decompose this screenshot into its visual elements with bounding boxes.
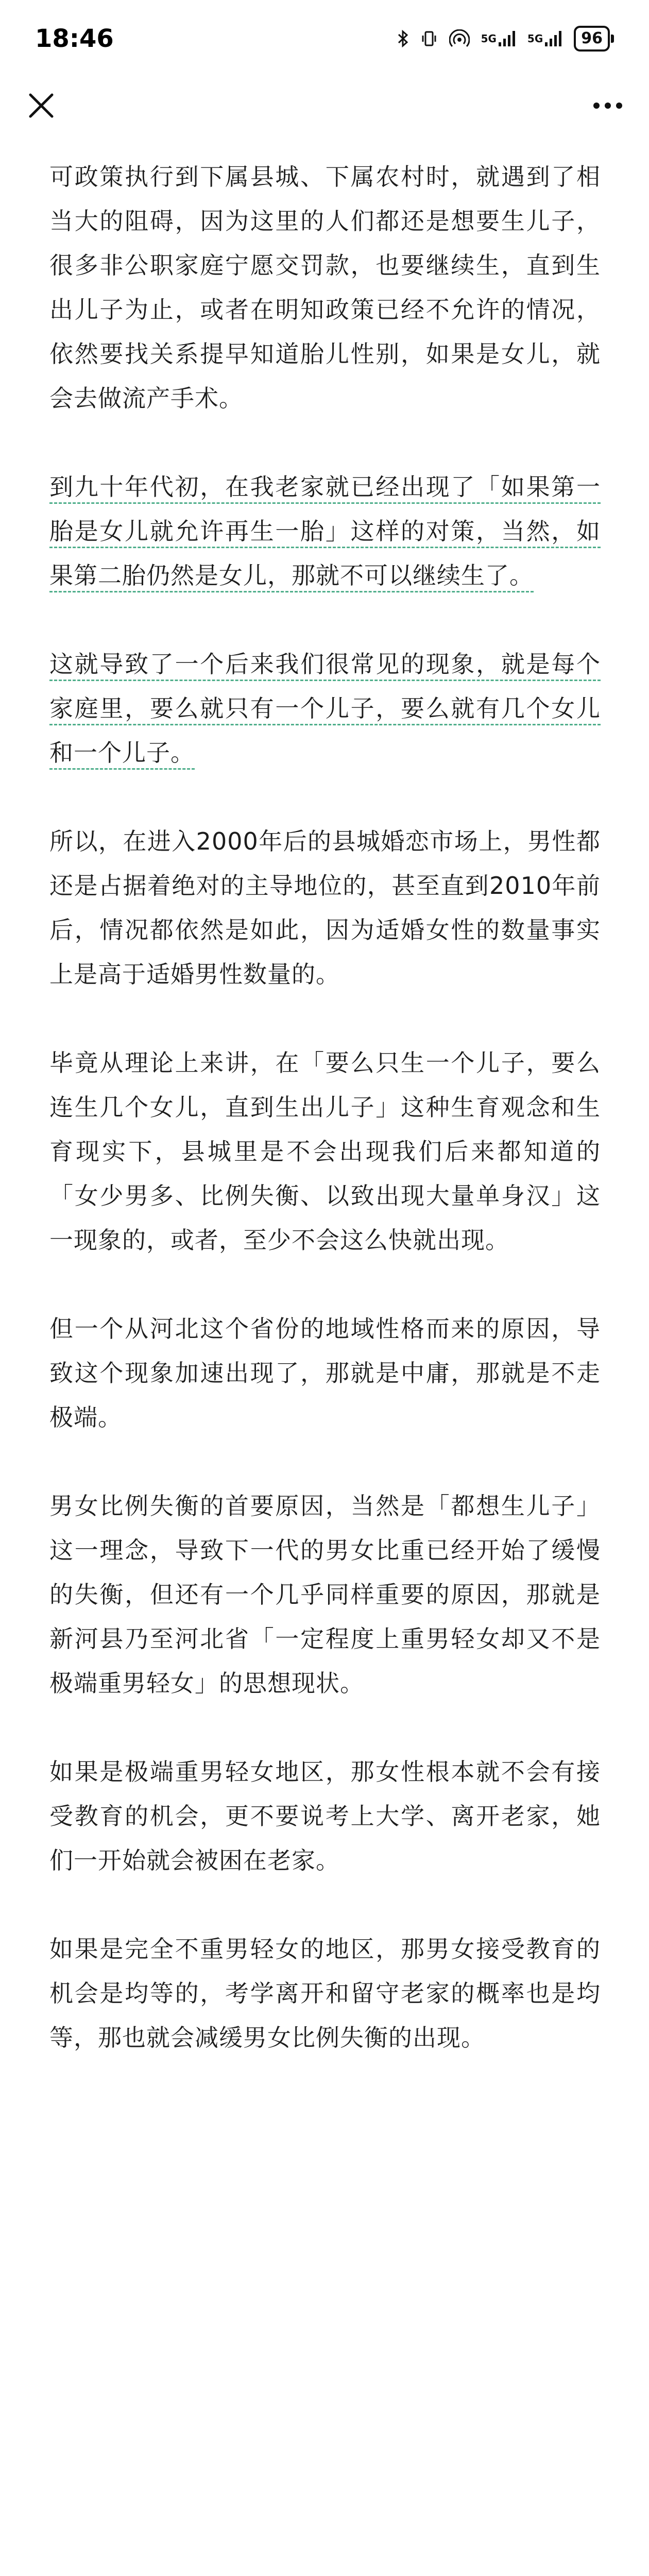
close-button[interactable]: [21, 85, 62, 126]
article-paragraph-highlighted[interactable]: 这就导致了一个后来我们很常见的现象，就是每个家庭里，要么就只有一个儿子，要么就有几个女儿和一个儿子。: [49, 650, 601, 767]
article-paragraph: 毕竟从理论上来讲，在「要么只生一个儿子，要么连生几个女儿，直到生出儿子」这种生育观念和生育现实下，县城里是不会出现我们后来都知道的「女少男多、比例失衡、以致出现大量单身汉」这一现象的，或者，至少不会这么快就出现。: [49, 1049, 601, 1254]
article-paragraph: 所以，在进入2000年后的县城婚恋市场上，男性都还是占据着绝对的主导地位的，甚至直到2010年前后，情况都依然是如此，因为适婚女性的数量事实上是高于适婚男性数量的。: [49, 827, 601, 988]
status-bar: [0, 0, 649, 77]
status-time: 18:46: [35, 24, 114, 53]
signal-1-label: 5G: [481, 32, 497, 45]
article-paragraph: 但一个从河北这个省份的地域性格而来的原因，导致这个现象加速出现了，那就是中庸，那就是不走极端。: [49, 1315, 601, 1431]
battery-icon: [574, 26, 614, 52]
article-paragraph: 男女比例失衡的首要原因，当然是「都想生儿子」这一理念，导致下一代的男女比重已经开始了缓慢的失衡，但还有一个几乎同样重要的原因，那就是新河县乃至河北省「一定程度上重男轻女却又不是极端重男轻女」的思想现状。: [49, 1492, 601, 1697]
status-icons: [398, 26, 614, 52]
signal-1-icon: [481, 31, 516, 46]
hotspot-icon: [449, 29, 470, 48]
article-paragraph: 如果是完全不重男轻女的地区，那男女接受教育的机会是均等的，考学离开和留守老家的概率也是均等，那也就会减缓男女比例失衡的出现。: [49, 1935, 601, 2052]
signal-2-label: 5G: [527, 32, 543, 45]
more-icon: [592, 101, 623, 110]
article-body: [49, 155, 601, 2104]
close-icon: [27, 92, 55, 120]
article-paragraph: 可政策执行到下属县城、下属农村时，就遇到了相当大的阻碍，因为这里的人们都还是想要生儿子，很多非公职家庭宁愿交罚款，也要继续生，直到生出儿子为止，或者在明知政策已经不允许的情况，依然要找关系提早知道胎儿性别，如果是女儿，就会去做流产手术。: [49, 163, 601, 412]
battery-level: 96: [574, 26, 610, 52]
bluetooth-icon: [398, 30, 409, 47]
nav-bar: [0, 77, 649, 134]
signal-2-icon: [527, 31, 562, 46]
vibrate-icon: [420, 30, 438, 47]
more-button[interactable]: [587, 85, 628, 126]
article-paragraph: 如果是极端重男轻女地区，那女性根本就不会有接受教育的机会，更不要说考上大学、离开老家，她们一开始就会被困在老家。: [49, 1758, 601, 1874]
article-paragraph-highlighted[interactable]: 到九十年代初，在我老家就已经出现了「如果第一胎是女儿就允许再生一胎」这样的对策，当然，如果第二胎仍然是女儿，那就不可以继续生了。: [49, 473, 601, 589]
